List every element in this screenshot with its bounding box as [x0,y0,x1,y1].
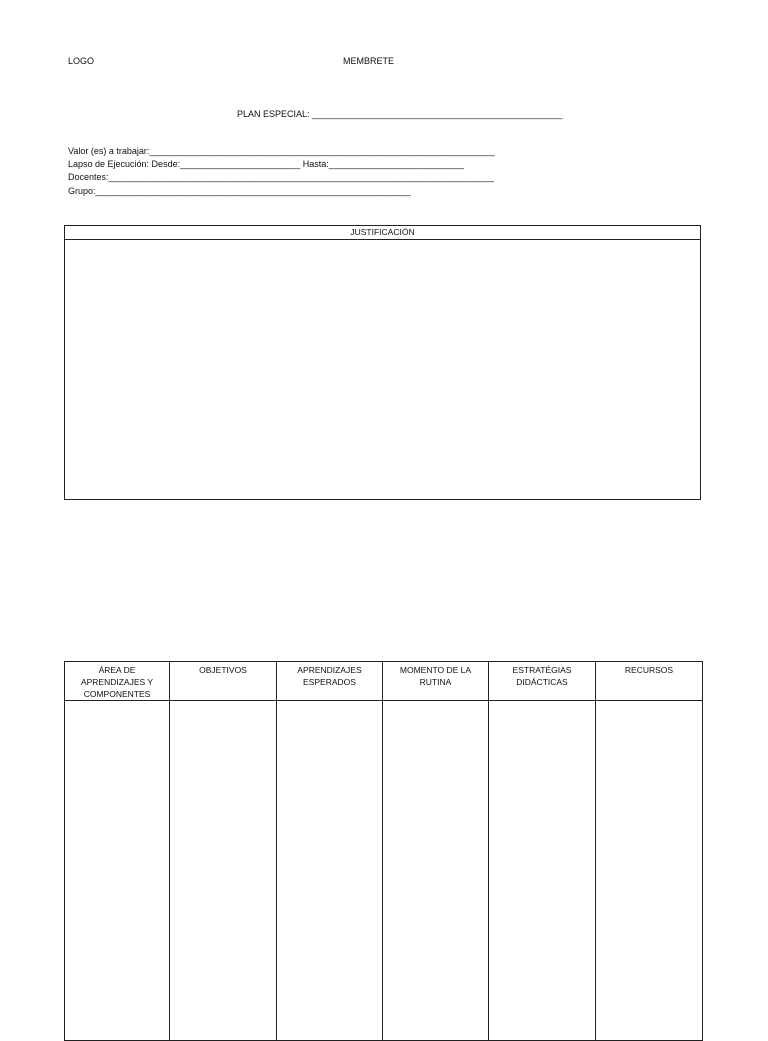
grupo-field: Grupo:_______________________________________________________________ [68,186,411,196]
lapso-field: Lapso de Ejecución: Desde:________________________ Hasta:___________________________ [68,159,464,169]
header-aprendizajes-esperados: APRENDIZAJES ESPERADOS [277,662,383,701]
header-objetivos: OBJETIVOS [170,662,277,701]
header-momento-rutina: MOMENTO DE LA RUTINA [383,662,489,701]
table-cell [596,701,703,1041]
justificacion-box [64,225,701,500]
table-row [65,701,703,1041]
table-cell [65,701,170,1041]
valor-field: Valor (es) a trabajar:_____________________________________________________________________ [68,146,495,156]
table-cell [489,701,596,1041]
logo-placeholder: LOGO [68,56,95,66]
table-cell [170,701,277,1041]
header-estrategias: ESTRATÉGIAS DIDÁCTICAS [489,662,596,701]
membrete-placeholder: MEMBRETE [343,56,395,66]
table-cell [383,701,489,1041]
table-cell [277,701,383,1041]
justificacion-title: JUSTIFICACIÓN [65,226,700,240]
docentes-field: Docentes:_____________________________________________________________________________ [68,172,494,182]
plan-especial-line: __________________________________________________ [312,109,563,119]
table-header-row [65,662,703,701]
header-area-aprendizajes: ÁREA DE APRENDIZAJES Y COMPONENTES [65,662,170,701]
plan-table [64,661,703,1041]
plan-especial-label: PLAN ESPECIAL: [237,109,313,119]
plan-especial-field [237,109,562,120]
header-recursos: RECURSOS [596,662,703,701]
